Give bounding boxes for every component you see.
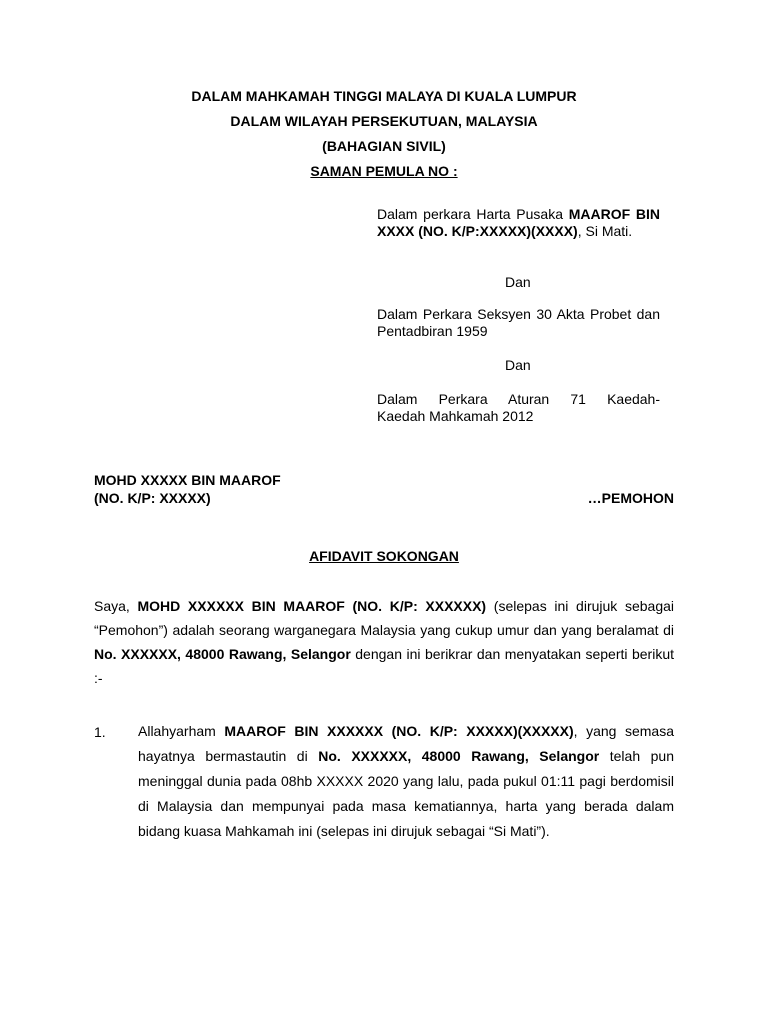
court-name: DALAM MAHKAMAH TINGGI MALAYA DI KUALA LUMPUR [191,88,577,104]
item-body [138,719,674,844]
matter-rules-line-1: Dalam Perkara Aturan 71 Kaedah- [377,391,660,407]
intro-text-2: (selepas ini dirujuk sebagai “Pemohon”) adalah seorang warganegara Malaysia yang cukup umur dan yang beralamat di [94,598,674,638]
item-address: No. XXXXXX, 48000 Rawang, Selangor [318,748,600,764]
matter-rules-line-2: Kaedah Mahkamah 2012 [377,408,534,424]
item-text-1: Allahyarham [138,723,225,739]
intro-deponent: MOHD XXXXXX BIN MAAROF (NO. K/P: XXXXXX) [137,598,487,614]
applicant-ic: (NO. K/P: XXXXX) [94,490,211,506]
conjunction-dan-1: Dan [505,274,531,290]
intro-text-1: Saya, [94,598,138,614]
item-text-3: telah pun meninggal dunia pada 08hb XXXXX 2020 yang lalu, pada pukul 01:11 pagi berdomisil di Malaysia dan mempunyai pada masa kematiannya, harta yang berada dalam bidang kuasa Mahkamah ini (selepas ini dirujuk sebagai “Si Mati”). [138,748,674,839]
applicant-role: …PEMOHON [587,490,674,506]
court-territory: DALAM WILAYAH PERSEKUTUAN, MALAYSIA [230,113,538,129]
court-division: (BAHAGIAN SIVIL) [322,138,446,154]
deceased-name: MAAROF BIN XXXX (NO. K/P:XXXXX)(XXXX) [377,206,660,239]
matter-estate-suffix: , Si Mati. [577,223,633,239]
item-text-2: , yang semasa hayatnya bermastautin di [138,723,674,764]
summons-number [0,163,768,180]
intro-address: No. XXXXXX, 48000 Rawang, Selangor [94,646,351,662]
item-deceased: MAAROF BIN XXXXXX (NO. K/P: XXXXX)(XXXXX) [224,723,574,739]
item-number: 1. [94,724,106,740]
matter-estate-prefix: Dalam perkara Harta Pusaka [377,206,569,222]
affidavit-title [0,548,768,565]
summons-label: SAMAN PEMULA NO : [310,163,458,179]
matter-estate [377,206,660,240]
applicant-name: MOHD XXXXX BIN MAAROF [94,472,281,488]
conjunction-dan-2: Dan [505,357,531,373]
matter-probate-act: Dalam Perkara Seksyen 30 Akta Probet dan Pentadbiran 1959 [377,306,660,339]
intro-text-3: dengan ini berikrar dan menyatakan seperti berikut :- [94,646,674,686]
affidavit-title-text: AFIDAVIT SOKONGAN [309,548,459,564]
intro-paragraph [94,594,674,690]
